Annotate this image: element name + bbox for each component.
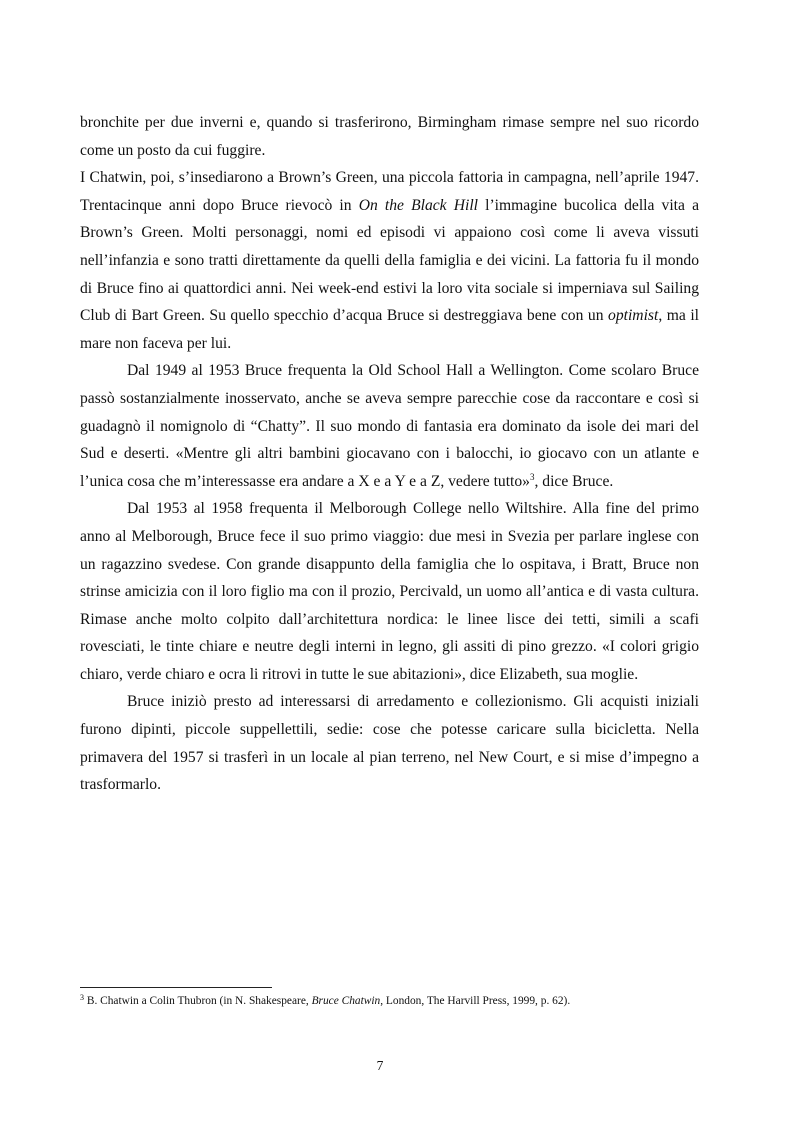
paragraph-3-text-b: , dice Bruce.: [534, 472, 614, 490]
footnote-text-b: , London, The Harvill Press, 1999, p. 62).: [380, 995, 571, 1007]
paragraph-4-text: Dal 1953 al 1958 frequenta il Melborough College nello Wiltshire. Alla fine del primo anno al Melborough, Bruce fece il suo primo viaggio: due mesi in Svezia per parlare inglese con un ragazzino svedese. Con grande disappunto della famiglia che lo ospitava, i Bratt, Bruce non strinse amicizia con il loro figlio ma con il prozio, Percivald, un uomo all’antica e di vasta cultura. Rimase anche molto colpito dall’architettura nordica: le linee lisce dei tetti, simili a scafi rovesciati, le tinte chiare e neutre degli interni in legno, gli assiti di pino grezzo. «I colori grigio chiaro, verde chiaro e ocra li ritrovi in tutte le sue abitazioni», dice Elizabeth, sua moglie.: [80, 500, 699, 683]
book-title-on-the-black-hill: On the Black Hill: [358, 196, 478, 214]
footnote-book-title: Bruce Chatwin: [311, 995, 381, 1007]
paragraph-3: [80, 357, 699, 495]
italic-optimist: optimist: [608, 307, 659, 325]
footnote-separator: [80, 987, 272, 988]
paragraph-4: [80, 495, 699, 688]
paragraph-5-text: Bruce iniziò presto ad interessarsi di arredamento e collezionismo. Gli acquisti iniziali furono dipinti, piccole suppellettili, sedie: cose che potesse caricare sulla bicicletta. Nella primavera del 1957 si trasferì in un locale al pian terreno, nel New Court, e si mise d’impegno a trasformarlo.: [80, 693, 699, 794]
footnote-number: 3: [80, 993, 84, 1002]
paragraph-5: [80, 688, 699, 798]
footnote-reference: 3: [529, 471, 535, 482]
paragraph-1: [80, 109, 699, 164]
paragraph-1-text: bronchite per due inverni e, quando si trasferirono, Birmingham rimase sempre nel suo ricordo come un posto da cui fuggire.: [80, 114, 699, 159]
paragraph-3-text-a: Dal 1949 al 1953 Bruce frequenta la Old School Hall a Wellington. Come scolaro Bruce passò sostanzialmente inosservato, anche se aveva sempre parecchie cose da raccontare e così si guadagnò il nomignolo di “Chatty”. Il suo mondo di fantasia era dominato da isole dei mari del Sud e deserti. «Mentre gli altri bambini giocavano con i balocchi, io giocavo con un atlante e l’unica cosa che m’interessasse era andare a X e a Y e a Z, vedere tutto»: [80, 362, 699, 490]
footnote: [80, 993, 720, 1009]
paragraph-2-text-a: I Chatwin, poi, s’insediarono a Brown’s Green, una piccola fattoria in campagna, nell’aprile 1947. Trentacinque anni dopo Bruce rievocò in: [80, 169, 699, 214]
paragraph-2-text-c: , ma il mare non faceva per lui.: [80, 307, 699, 352]
page-number: 7: [376, 1058, 384, 1073]
document-body: [80, 109, 699, 799]
footnote-text-a: B. Chatwin a Colin Thubron (in N. Shakespeare,: [84, 995, 312, 1007]
paragraph-2-text-b: l’immagine bucolica della vita a Brown’s Green. Molti personaggi, nomi ed episodi vi appaiono così come li aveva vissuti nell’infanzia e sono tratti direttamente da quelli della famiglia e dei vicini. La fattoria fu il mondo di Bruce fino ai quattordici anni. Nei week-end estivi la loro vita sociale si imperniava sul Sailing Club di Bart Green. Su quello specchio d’acqua Bruce si destreggiava bene con un: [80, 196, 699, 325]
paragraph-2: [80, 164, 699, 357]
